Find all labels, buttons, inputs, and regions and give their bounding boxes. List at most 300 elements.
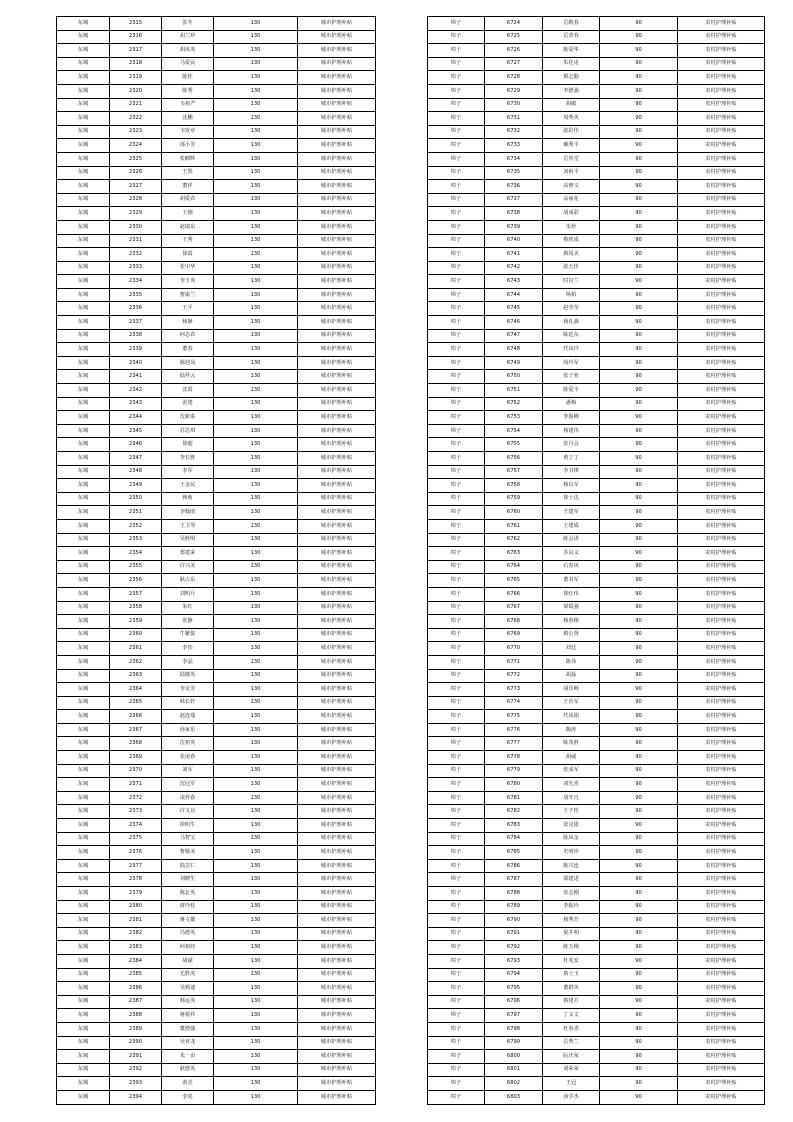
amount-cell: 130 [214, 57, 298, 71]
category-cell: 城市护理补贴 [298, 751, 376, 765]
table-row [57, 261, 376, 275]
table-row [428, 125, 765, 139]
id-cell: 2350 [110, 492, 162, 506]
name-cell: 苏良义 [543, 547, 600, 561]
town-cell: 埠子 [428, 832, 485, 846]
town-cell: 埠子 [428, 574, 485, 588]
amount-cell: 130 [214, 84, 298, 98]
table-row [428, 1036, 765, 1050]
category-cell: 农村护理补贴 [678, 465, 765, 479]
category-cell: 城市护理补贴 [298, 288, 376, 302]
table-row [57, 642, 376, 656]
table-row [57, 1022, 376, 1036]
id-cell: 2345 [110, 424, 162, 438]
amount-cell: 90 [600, 628, 678, 642]
category-cell: 农村护理补贴 [678, 696, 765, 710]
name-cell: 董书军 [543, 574, 600, 588]
town-cell: 埠子 [428, 180, 485, 194]
id-cell: 6745 [485, 302, 543, 316]
name-cell: 代凤娟 [543, 710, 600, 724]
table-row [57, 805, 376, 819]
amount-cell: 90 [600, 166, 678, 180]
amount-cell: 90 [600, 424, 678, 438]
name-cell: 李虎 [162, 1090, 214, 1104]
town-cell: 埠子 [428, 737, 485, 751]
town-cell: 埠子 [428, 411, 485, 425]
town-cell: 东城 [57, 166, 110, 180]
id-cell: 2372 [110, 791, 162, 805]
town-cell: 东城 [57, 30, 110, 44]
category-cell: 农村护理补贴 [678, 954, 765, 968]
town-cell: 埠子 [428, 207, 485, 221]
town-cell: 埠子 [428, 84, 485, 98]
category-cell: 城市护理补贴 [298, 954, 376, 968]
id-cell: 2360 [110, 628, 162, 642]
id-cell: 6769 [485, 628, 543, 642]
town-cell: 东城 [57, 234, 110, 248]
table-row [428, 737, 765, 751]
category-cell: 城市护理补贴 [298, 764, 376, 778]
name-cell: 陈秀 [162, 84, 214, 98]
amount-cell: 90 [600, 1009, 678, 1023]
id-cell: 2386 [110, 982, 162, 996]
name-cell: 陈廷东 [543, 329, 600, 343]
amount-cell: 130 [214, 642, 298, 656]
town-cell: 东城 [57, 479, 110, 493]
amount-cell: 90 [600, 1022, 678, 1036]
name-cell: 杨建伟 [543, 424, 600, 438]
name-cell: 陈爱华 [543, 44, 600, 58]
town-cell: 埠子 [428, 1090, 485, 1104]
table-row [428, 1077, 765, 1091]
town-cell: 埠子 [428, 805, 485, 819]
amount-cell: 130 [214, 302, 298, 316]
name-cell: 孙家乐 [162, 723, 214, 737]
category-cell: 城市护理补贴 [298, 587, 376, 601]
amount-cell: 130 [214, 316, 298, 330]
amount-cell: 130 [214, 859, 298, 873]
table-row [428, 316, 765, 330]
amount-cell: 90 [600, 479, 678, 493]
amount-cell: 130 [214, 411, 298, 425]
amount-cell: 90 [600, 1036, 678, 1050]
name-cell: 韦祖严 [162, 98, 214, 112]
town-cell: 东城 [57, 751, 110, 765]
name-cell: 许兴美 [162, 560, 214, 574]
amount-cell: 90 [600, 887, 678, 901]
table-row [57, 1077, 376, 1091]
category-cell: 农村护理补贴 [678, 968, 765, 982]
town-cell: 东城 [57, 764, 110, 778]
category-cell: 城市护理补贴 [298, 71, 376, 85]
amount-cell: 130 [214, 683, 298, 697]
table-row [57, 723, 376, 737]
town-cell: 东城 [57, 452, 110, 466]
name-cell: 张静 [162, 615, 214, 629]
amount-cell: 90 [600, 370, 678, 384]
category-cell: 农村护理补贴 [678, 628, 765, 642]
category-cell: 城市护理补贴 [298, 887, 376, 901]
name-cell: 胡兰珍 [162, 30, 214, 44]
table-row [57, 669, 376, 683]
name-cell: 蔡公贤 [543, 628, 600, 642]
amount-cell: 90 [600, 261, 678, 275]
id-cell: 2376 [110, 846, 162, 860]
town-cell: 埠子 [428, 1022, 485, 1036]
id-cell: 6765 [485, 574, 543, 588]
category-cell: 农村护理补贴 [678, 384, 765, 398]
name-cell: 梁霞强 [543, 601, 600, 615]
town-cell: 东城 [57, 642, 110, 656]
id-cell: 2390 [110, 1036, 162, 1050]
table-row [57, 751, 376, 765]
table-row [57, 601, 376, 615]
table-row [57, 764, 376, 778]
amount-cell: 90 [600, 846, 678, 860]
name-cell: 杨春梅 [543, 615, 600, 629]
category-cell: 农村护理补贴 [678, 1063, 765, 1077]
name-cell: 韩长轩 [162, 696, 214, 710]
name-cell: 王平 [162, 302, 214, 316]
table-row [428, 832, 765, 846]
amount-cell: 130 [214, 710, 298, 724]
town-cell: 埠子 [428, 1009, 485, 1023]
category-cell: 农村护理补贴 [678, 751, 765, 765]
category-cell: 农村护理补贴 [678, 17, 765, 31]
table-row [428, 696, 765, 710]
name-cell: 陆祥云 [162, 370, 214, 384]
table-row [57, 628, 376, 642]
amount-cell: 130 [214, 71, 298, 85]
category-cell: 城市护理补贴 [298, 329, 376, 343]
table-row [57, 968, 376, 982]
name-cell: 陈伟 [543, 655, 600, 669]
name-cell: 蔡志勤 [543, 71, 600, 85]
town-cell: 东城 [57, 139, 110, 153]
id-cell: 6757 [485, 465, 543, 479]
town-cell: 埠子 [428, 778, 485, 792]
category-cell: 农村护理补贴 [678, 275, 765, 289]
amount-cell: 130 [214, 479, 298, 493]
name-cell: 时良兰 [543, 275, 600, 289]
id-cell: 6766 [485, 587, 543, 601]
name-cell: 岳殿春 [543, 17, 600, 31]
id-cell: 2351 [110, 506, 162, 520]
id-cell: 2347 [110, 452, 162, 466]
amount-cell: 90 [600, 397, 678, 411]
name-cell: 高修文 [543, 180, 600, 194]
name-cell: 王卫琴 [162, 519, 214, 533]
amount-cell: 130 [214, 1090, 298, 1104]
id-cell: 6747 [485, 329, 543, 343]
category-cell: 农村护理补贴 [678, 57, 765, 71]
table-row [428, 180, 765, 194]
name-cell: 邵小芳 [162, 139, 214, 153]
id-cell: 2359 [110, 615, 162, 629]
amount-cell: 130 [214, 941, 298, 955]
name-cell: 代凤玲 [543, 343, 600, 357]
name-cell: 沈鹏 [162, 112, 214, 126]
table-row [57, 696, 376, 710]
town-cell: 埠子 [428, 873, 485, 887]
table-row [57, 927, 376, 941]
town-cell: 埠子 [428, 479, 485, 493]
table-row [57, 316, 376, 330]
amount-cell: 90 [600, 316, 678, 330]
amount-cell: 90 [600, 17, 678, 31]
table-row [57, 438, 376, 452]
category-cell: 城市护理补贴 [298, 465, 376, 479]
name-cell: 王刚 [162, 207, 214, 221]
category-cell: 城市护理补贴 [298, 1009, 376, 1023]
town-cell: 东城 [57, 316, 110, 330]
town-cell: 埠子 [428, 452, 485, 466]
table-row [57, 411, 376, 425]
town-cell: 埠子 [428, 791, 485, 805]
town-cell: 埠子 [428, 914, 485, 928]
amount-cell: 90 [600, 982, 678, 996]
id-cell: 6756 [485, 452, 543, 466]
name-cell: 何志农 [162, 329, 214, 343]
name-cell: 岳喜堂 [543, 152, 600, 166]
id-cell: 6771 [485, 655, 543, 669]
amount-cell: 90 [600, 519, 678, 533]
category-cell: 农村护理补贴 [678, 615, 765, 629]
amount-cell: 130 [214, 968, 298, 982]
id-cell: 6768 [485, 615, 543, 629]
category-cell: 城市护理补贴 [298, 560, 376, 574]
table-row [428, 914, 765, 928]
name-cell: 潘梅 [543, 397, 600, 411]
category-cell: 农村护理补贴 [678, 207, 765, 221]
town-cell: 东城 [57, 98, 110, 112]
id-cell: 2392 [110, 1063, 162, 1077]
amount-cell: 130 [214, 995, 298, 1009]
category-cell: 城市护理补贴 [298, 669, 376, 683]
category-cell: 城市护理补贴 [298, 452, 376, 466]
table-row [428, 982, 765, 996]
table-row [57, 1090, 376, 1104]
amount-cell: 90 [600, 343, 678, 357]
category-cell: 农村护理补贴 [678, 737, 765, 751]
table-row [428, 465, 765, 479]
town-cell: 东城 [57, 1022, 110, 1036]
amount-cell: 90 [600, 356, 678, 370]
town-cell: 东城 [57, 424, 110, 438]
table-row [57, 452, 376, 466]
amount-cell: 90 [600, 968, 678, 982]
name-cell: 刘明月 [162, 587, 214, 601]
name-cell: 蔡欣成 [543, 234, 600, 248]
name-cell: 李玉英 [162, 275, 214, 289]
table-row [428, 683, 765, 697]
name-cell: 胡敏 [543, 98, 600, 112]
table-row [428, 655, 765, 669]
id-cell: 6790 [485, 914, 543, 928]
amount-cell: 90 [600, 30, 678, 44]
table-row [57, 98, 376, 112]
id-cell: 2355 [110, 560, 162, 574]
name-cell: 岳善春 [543, 30, 600, 44]
town-cell: 东城 [57, 17, 110, 31]
id-cell: 2378 [110, 873, 162, 887]
amount-cell: 130 [214, 519, 298, 533]
town-cell: 东城 [57, 1063, 110, 1077]
table-row [57, 683, 376, 697]
amount-cell: 90 [600, 819, 678, 833]
name-cell: 吴莉迪 [162, 982, 214, 996]
category-cell: 农村护理补贴 [678, 710, 765, 724]
amount-cell: 130 [214, 30, 298, 44]
category-cell: 农村护理补贴 [678, 1022, 765, 1036]
town-cell: 埠子 [428, 424, 485, 438]
name-cell: 马爱民 [162, 57, 214, 71]
amount-cell: 130 [214, 343, 298, 357]
amount-cell: 90 [600, 125, 678, 139]
id-cell: 2380 [110, 900, 162, 914]
amount-cell: 130 [214, 764, 298, 778]
name-cell: 倪井明 [543, 927, 600, 941]
name-cell: 刘军 [162, 764, 214, 778]
town-cell: 东城 [57, 329, 110, 343]
table-row [428, 166, 765, 180]
table-row [57, 248, 376, 262]
id-cell: 6750 [485, 370, 543, 384]
table-row [57, 139, 376, 153]
category-cell: 农村护理补贴 [678, 832, 765, 846]
table-row [428, 642, 765, 656]
town-cell: 埠子 [428, 819, 485, 833]
id-cell: 6780 [485, 778, 543, 792]
table-row [428, 941, 765, 955]
table-row [428, 193, 765, 207]
table-row [57, 84, 376, 98]
town-cell: 埠子 [428, 44, 485, 58]
amount-cell: 130 [214, 180, 298, 194]
table-row [57, 1050, 376, 1064]
town-cell: 东城 [57, 601, 110, 615]
table-row [428, 288, 765, 302]
town-cell: 东城 [57, 193, 110, 207]
id-cell: 6787 [485, 873, 543, 887]
name-cell: 赵连瑞 [162, 710, 214, 724]
id-cell: 6752 [485, 397, 543, 411]
id-cell: 2370 [110, 764, 162, 778]
id-cell: 2383 [110, 941, 162, 955]
town-cell: 埠子 [428, 329, 485, 343]
category-cell: 农村护理补贴 [678, 492, 765, 506]
town-cell: 东城 [57, 683, 110, 697]
id-cell: 2327 [110, 180, 162, 194]
table-row [428, 57, 765, 71]
id-cell: 2315 [110, 17, 162, 31]
town-cell: 埠子 [428, 112, 485, 126]
table-row [57, 234, 376, 248]
town-cell: 埠子 [428, 152, 485, 166]
category-cell: 城市护理补贴 [298, 180, 376, 194]
table-row [57, 152, 376, 166]
category-cell: 城市护理补贴 [298, 397, 376, 411]
category-cell: 农村护理补贴 [678, 180, 765, 194]
id-cell: 2389 [110, 1022, 162, 1036]
table-row [57, 465, 376, 479]
town-cell: 东城 [57, 995, 110, 1009]
category-cell: 城市护理补贴 [298, 275, 376, 289]
name-cell: 李晶 [162, 655, 214, 669]
category-cell: 城市护理补贴 [298, 1063, 376, 1077]
name-cell: 张建 [162, 397, 214, 411]
town-cell: 东城 [57, 914, 110, 928]
id-cell: 2348 [110, 465, 162, 479]
town-cell: 东城 [57, 261, 110, 275]
table-row [428, 112, 765, 126]
amount-cell: 90 [600, 193, 678, 207]
id-cell: 6779 [485, 764, 543, 778]
table-row [428, 968, 765, 982]
name-cell: 马智宝 [162, 832, 214, 846]
category-cell: 城市护理补贴 [298, 356, 376, 370]
town-cell: 东城 [57, 859, 110, 873]
table-row [57, 356, 376, 370]
town-cell: 埠子 [428, 465, 485, 479]
name-cell: 杨柏 [543, 288, 600, 302]
category-cell: 城市护理补贴 [298, 411, 376, 425]
category-cell: 城市护理补贴 [298, 166, 376, 180]
town-cell: 埠子 [428, 356, 485, 370]
town-cell: 埠子 [428, 17, 485, 31]
category-cell: 城市护理补贴 [298, 696, 376, 710]
name-cell: 胡乐畅 [543, 683, 600, 697]
id-cell: 6746 [485, 316, 543, 330]
amount-cell: 90 [600, 547, 678, 561]
name-cell: 张丹会 [543, 438, 600, 452]
table-row [428, 261, 765, 275]
table-row [428, 574, 765, 588]
id-cell: 6743 [485, 275, 543, 289]
amount-cell: 90 [600, 751, 678, 765]
amount-cell: 90 [600, 805, 678, 819]
category-cell: 城市护理补贴 [298, 44, 376, 58]
category-cell: 城市护理补贴 [298, 84, 376, 98]
id-cell: 6793 [485, 954, 543, 968]
name-cell: 张麒辉 [162, 152, 214, 166]
category-cell: 农村护理补贴 [678, 30, 765, 44]
category-cell: 农村护理补贴 [678, 669, 765, 683]
amount-cell: 130 [214, 356, 298, 370]
id-cell: 2382 [110, 927, 162, 941]
table-row [428, 1050, 765, 1064]
table-row [57, 887, 376, 901]
name-cell: 刘祖平 [543, 166, 600, 180]
category-cell: 城市护理补贴 [298, 873, 376, 887]
name-cell: 李书棋 [543, 465, 600, 479]
amount-cell: 130 [214, 723, 298, 737]
id-cell: 6799 [485, 1036, 543, 1050]
id-cell: 2369 [110, 751, 162, 765]
id-cell: 6735 [485, 166, 543, 180]
id-cell: 6751 [485, 384, 543, 398]
town-cell: 东城 [57, 44, 110, 58]
town-cell: 埠子 [428, 1050, 485, 1064]
town-cell: 埠子 [428, 968, 485, 982]
id-cell: 6789 [485, 900, 543, 914]
id-cell: 6731 [485, 112, 543, 126]
id-cell: 2342 [110, 384, 162, 398]
name-cell: 王子桂 [543, 805, 600, 819]
amount-cell: 90 [600, 98, 678, 112]
amount-cell: 130 [214, 288, 298, 302]
name-cell: 陈兴连 [543, 859, 600, 873]
